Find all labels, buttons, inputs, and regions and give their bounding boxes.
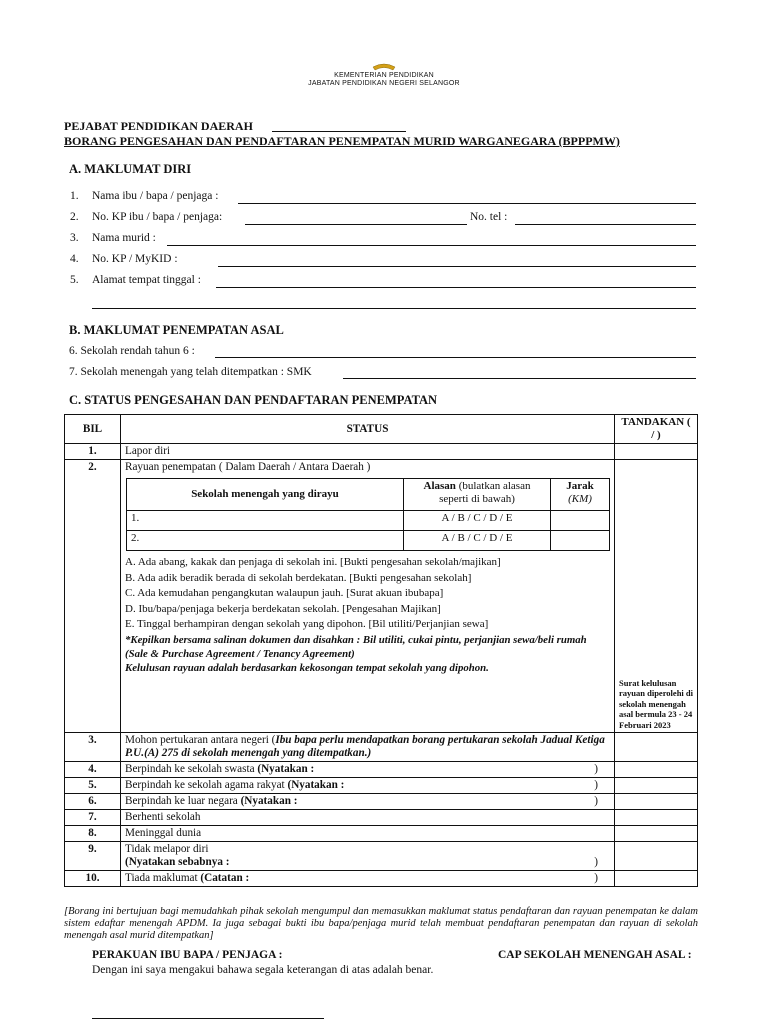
- tick-box-2[interactable]: [615, 460, 698, 733]
- row-num: 3.: [65, 733, 121, 762]
- parent-name-label: Nama ibu / bapa / penjaga :: [92, 190, 219, 202]
- col-bil-header: BIL: [65, 415, 121, 444]
- approval-note: Kelulusan rayuan adalah berdasarkan kekosongan tempat sekolah yang dipohon.: [125, 661, 489, 674]
- tick-box-5[interactable]: [615, 778, 698, 794]
- row-text: Tiada maklumat (Catatan : ): [121, 871, 615, 887]
- parent-signature-line[interactable]: [92, 1018, 324, 1019]
- tick-box-7[interactable]: [615, 810, 698, 826]
- attach-note: *Kepilkan bersama salinan dokumen dan disahkan : Bil utiliti, cukai pintu, perjanjian sewa/beli rumah (Sale & Purchase Agreement / Tenancy Agreement): [125, 633, 587, 660]
- reason-d: D. Ibu/bapa/penjaga bekerja berdekatan sekolah. [Pengesahan Majikan]: [125, 602, 441, 615]
- school-stamp-title: CAP SEKOLAH MENENGAH ASAL :: [498, 949, 692, 961]
- tick-box-4[interactable]: [615, 762, 698, 778]
- reason-choices-1[interactable]: A / B / C / D / E: [404, 511, 551, 531]
- appeal-school-1[interactable]: 1.: [127, 511, 404, 531]
- distance-1[interactable]: [551, 511, 610, 531]
- row-text: Berpindah ke sekolah swasta (Nyatakan : ): [121, 762, 615, 778]
- secondary-school-input[interactable]: [343, 378, 696, 379]
- declaration-text: Dengan ini saya mengakui bahawa segala keterangan di atas adalah benar.: [92, 964, 434, 976]
- appeal-schools-table: [126, 478, 610, 551]
- distance-2[interactable]: [551, 531, 610, 551]
- student-name-label: Nama murid :: [92, 232, 156, 244]
- col-tick-header: TANDAKAN ( / ): [615, 415, 698, 444]
- row-text: Berhenti sekolah: [121, 810, 615, 826]
- ministry-name: KEMENTERIAN PENDIDIKAN: [334, 72, 434, 79]
- row-num: 5.: [65, 778, 121, 794]
- field-num: 4.: [70, 253, 79, 265]
- parent-ic-input[interactable]: [245, 224, 467, 225]
- reason-choices-2[interactable]: A / B / C / D / E: [404, 531, 551, 551]
- field-num: 1.: [70, 190, 79, 202]
- tick-box-6[interactable]: [615, 794, 698, 810]
- row-num: 9.: [65, 842, 121, 871]
- reason-b: B. Ada adik beradik berada di sekolah berdekatan. [Bukti pengesahan sekolah]: [125, 571, 472, 584]
- row-text: Mohon pertukaran antara negeri (Ibu bapa perlu mendapatkan borang pertukaran sekolah Jadual Ketiga P.U.(A) 275 di sekolah menengah yang ditempatkan.): [121, 733, 615, 762]
- reason-c: C. Ada kemudahan pengangkutan walaupun jauh. [Surat akuan ibubapa]: [125, 587, 444, 599]
- primary-school-input[interactable]: [215, 357, 696, 358]
- row-num: 10.: [65, 871, 121, 887]
- row-text: Rayuan penempatan ( Dalam Daerah / Antara Daerah ): [125, 461, 371, 473]
- crest-logo: [372, 62, 396, 71]
- field-num: 3.: [70, 232, 79, 244]
- section-a-title: A. MAKLUMAT DIRI: [69, 162, 192, 176]
- col-school-header: Sekolah menengah yang dirayu: [127, 479, 404, 511]
- appeal-cell: [121, 460, 615, 733]
- parent-declaration-title: PERAKUAN IBU BAPA / PENJAGA :: [92, 949, 283, 961]
- col-status-header: STATUS: [121, 415, 615, 444]
- col-distance-header: Jarak (KM): [551, 479, 610, 511]
- parent-ic-label: No. KP ibu / bapa / penjaga:: [92, 211, 223, 223]
- tick-box-1[interactable]: [615, 444, 698, 460]
- tick-box-3[interactable]: [615, 733, 698, 762]
- secondary-school-label: 7. Sekolah menengah yang telah ditempatkan : SMK: [69, 366, 312, 378]
- row-text: Tidak melapor diri (Nyatakan sebabnya : ): [121, 842, 615, 871]
- address-input[interactable]: [216, 287, 696, 288]
- address-label: Alamat tempat tinggal :: [92, 274, 201, 286]
- office-label: PEJABAT PENDIDIKAN DAERAH: [64, 119, 253, 133]
- reason-e: E. Tinggal berhampiran dengan sekolah yang dipohon. [Bil utiliti/Perjanjian sewa]: [125, 618, 489, 630]
- row-num: 2.: [65, 460, 121, 733]
- appeal-side-note: Surat kelulusan rayuan diperolehi di sekolah menengah asal bermula 23 - 24 Februari 2023: [619, 677, 693, 730]
- tick-box-10[interactable]: [615, 871, 698, 887]
- row-num: 7.: [65, 810, 121, 826]
- row-num: 8.: [65, 826, 121, 842]
- row-num: 4.: [65, 762, 121, 778]
- parent-name-input[interactable]: [238, 203, 696, 204]
- address-input-line2[interactable]: [92, 308, 696, 309]
- row-text: Lapor diri: [121, 444, 615, 460]
- row-text: Berpindah ke sekolah agama rakyat (Nyatakan : ): [121, 778, 615, 794]
- row-text: Berpindah ke luar negara (Nyatakan : ): [121, 794, 615, 810]
- student-ic-input[interactable]: [218, 266, 696, 267]
- section-c-title: C. STATUS PENGESAHAN DAN PENDAFTARAN PENEMPATAN: [69, 393, 438, 407]
- phone-input[interactable]: [515, 224, 696, 225]
- reason-a: A. Ada abang, kakak dan penjaga di sekolah ini. [Bukti pengesahan sekolah/majikan]: [125, 556, 501, 568]
- row-num: 6.: [65, 794, 121, 810]
- department-name: JABATAN PENDIDIKAN NEGERI SELANGOR: [308, 80, 460, 87]
- tick-box-9[interactable]: [615, 842, 698, 871]
- tick-box-8[interactable]: [615, 826, 698, 842]
- office-input-line[interactable]: [272, 131, 406, 132]
- field-num: 2.: [70, 211, 79, 223]
- primary-school-label: 6. Sekolah rendah tahun 6 :: [69, 345, 195, 357]
- student-name-input[interactable]: [167, 245, 696, 246]
- status-table: [64, 414, 698, 887]
- student-ic-label: No. KP / MyKID :: [92, 253, 178, 265]
- phone-label: No. tel :: [470, 211, 508, 223]
- purpose-note: [Borang ini bertujuan bagi memudahkah pihak sekolah mengumpul dan memasukkan maklumat status pendaftaran dan rayuan penempatan ke dalam sistem edaftar menengah APDM. Ia juga sebagai bukti ibu bapa/penjaga murid telah membuat pendaftaran penempatan dan rayuan di sekolah menengah asal murid ditempatkan]: [64, 906, 698, 941]
- form-title: BORANG PENGESAHAN DAN PENDAFTARAN PENEMPATAN MURID WARGANEGARA (BPPPMW): [64, 134, 620, 148]
- appeal-school-2[interactable]: 2.: [127, 531, 404, 551]
- row-num: 1.: [65, 444, 121, 460]
- field-num: 5.: [70, 274, 79, 286]
- row-text: Meninggal dunia: [121, 826, 615, 842]
- section-b-title: B. MAKLUMAT PENEMPATAN ASAL: [69, 323, 284, 337]
- col-reason-header: Alasan (bulatkan alasan seperti di bawah): [404, 479, 551, 511]
